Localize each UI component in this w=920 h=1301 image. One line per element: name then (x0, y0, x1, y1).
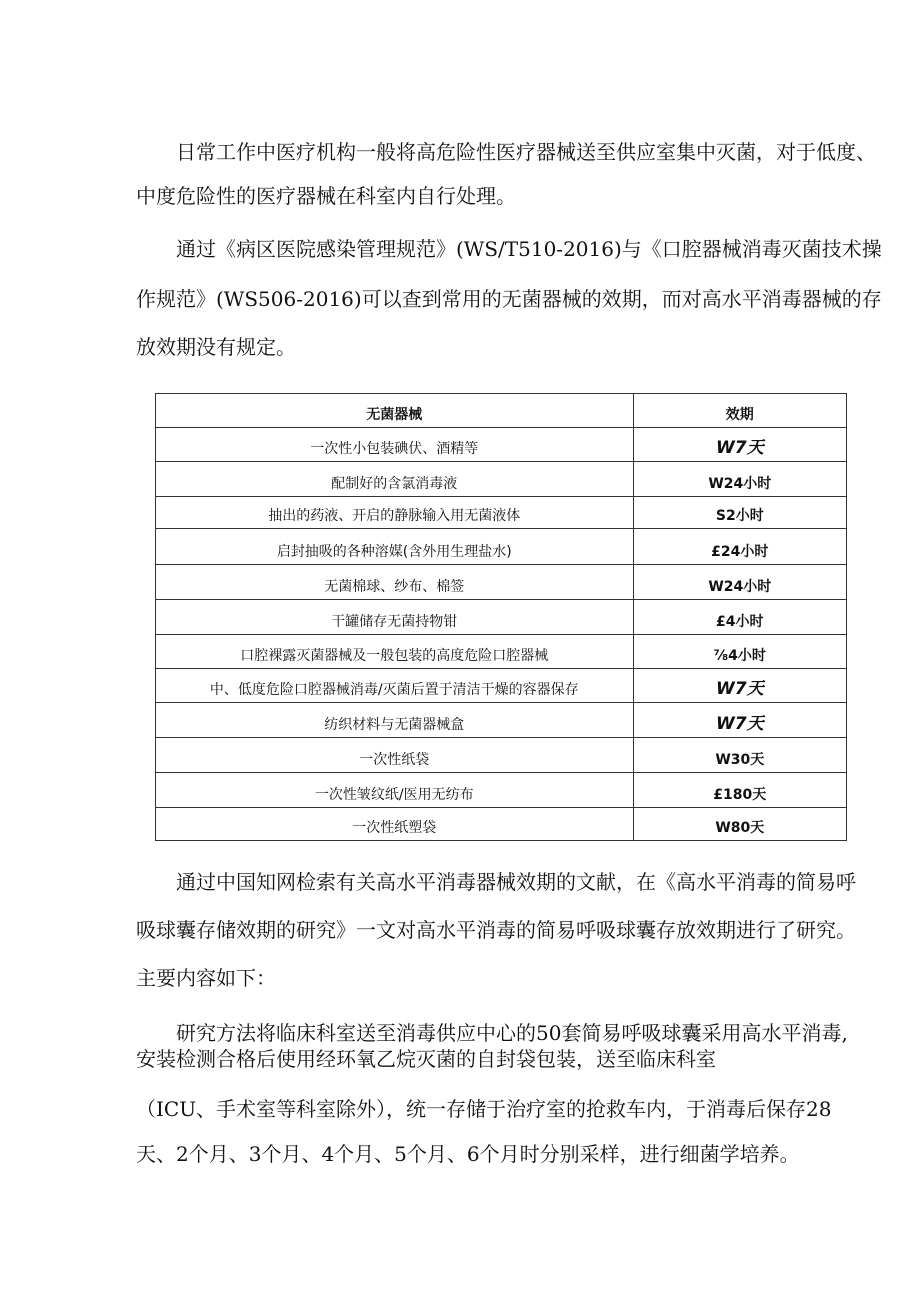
cell-period: £4小时 (633, 600, 846, 635)
paragraph-1-line-1: 日常工作中医疗机构一般将高危险性医疗器械送至供应室集中灭菌，对于低度、 (176, 140, 876, 164)
table-row (156, 529, 847, 565)
cell-period: £24小时 (633, 529, 846, 565)
cell-period: W24小时 (633, 565, 846, 600)
header-validity: 效期 (633, 394, 846, 428)
cell-item: 配制好的含氯消毒液 (156, 462, 634, 497)
cell-item: 一次性纸塑袋 (156, 808, 634, 841)
table-row (156, 462, 847, 497)
cell-item: 无菌棉球、纱布、棉签 (156, 565, 634, 600)
table-row (156, 635, 847, 669)
paragraph-3-line-1: 通过中国知网检索有关高水平消毒器械效期的文献，在《高水平消毒的简易呼 (176, 870, 856, 894)
cell-period: W30天 (633, 738, 846, 773)
cell-period: W24小时 (633, 462, 846, 497)
paragraph-4-line-3: （ICU、手术室等科室除外），统一存储于治疗室的抢救车内，于消毒后保存28 (136, 1097, 832, 1121)
paragraph-2-line-3: 放效期没有规定。 (136, 335, 296, 359)
table-row (156, 808, 847, 841)
cell-item: 纺织材料与无菌器械盒 (156, 703, 634, 738)
sterile-instrument-validity-table (155, 393, 847, 841)
table-header-row (156, 394, 847, 428)
table-row (156, 703, 847, 738)
table-row (156, 669, 847, 703)
table-row (156, 600, 847, 635)
cell-period: W7天 (633, 669, 846, 703)
cell-item: 口腔裸露灭菌器械及一般包装的高度危险口腔器械 (156, 635, 634, 669)
cell-period: £180天 (633, 773, 846, 808)
paragraph-2-line-1: 通过《病区医院感染管理规范》(WS/T510-2016)与《口腔器械消毒灭菌技术操 (176, 237, 882, 261)
cell-item: 一次性纸袋 (156, 738, 634, 773)
cell-period: S2小时 (633, 497, 846, 529)
cell-item: 抽出的药液、开启的静脉输入用无菌液体 (156, 497, 634, 529)
paragraph-4-line-2: 安装检测合格后使用经环氧乙烷灭菌的自封袋包装，送至临床科室 (136, 1047, 716, 1071)
cell-period: W7天 (633, 428, 846, 462)
paragraph-4-line-4: 天、2个月、3个月、4个月、5个月、6个月时分别采样，进行细菌学培养。 (136, 1142, 800, 1166)
cell-item: 一次性小包装碘伏、酒精等 (156, 428, 634, 462)
paragraph-2-line-2: 作规范》(WS506-2016)可以查到常用的无菌器械的效期，而对高水平消毒器械的存 (136, 287, 882, 311)
paragraph-4-line-1: 研究方法将临床科室送至消毒供应中心的50套简易呼吸球囊采用高水平消毒, (176, 1021, 848, 1045)
header-instrument: 无菌器械 (156, 394, 634, 428)
cell-item: 一次性皱纹纸/医用无纺布 (156, 773, 634, 808)
table-row (156, 497, 847, 529)
cell-item: 中、低度危险口腔器械消毒/灭菌后置于清洁干燥的容器保存 (156, 669, 634, 703)
paragraph-1-line-2: 中度危险性的医疗器械在科室内自行处理。 (136, 184, 516, 208)
table-row (156, 565, 847, 600)
cell-item: 启封抽吸的各种溶媒(含外用生理盐水) (156, 529, 634, 565)
table-row (156, 428, 847, 462)
paragraph-3-line-2: 吸球囊存储效期的研究》一文对高水平消毒的简易呼吸球囊存放效期进行了研究。 (136, 918, 856, 942)
cell-period: W80天 (633, 808, 846, 841)
cell-period: ⅞4小时 (633, 635, 846, 669)
cell-item: 干罐储存无菌持物钳 (156, 600, 634, 635)
table-row (156, 773, 847, 808)
cell-period: W7天 (633, 703, 846, 738)
table-row (156, 738, 847, 773)
paragraph-3-line-3: 主要内容如下： (136, 966, 276, 990)
